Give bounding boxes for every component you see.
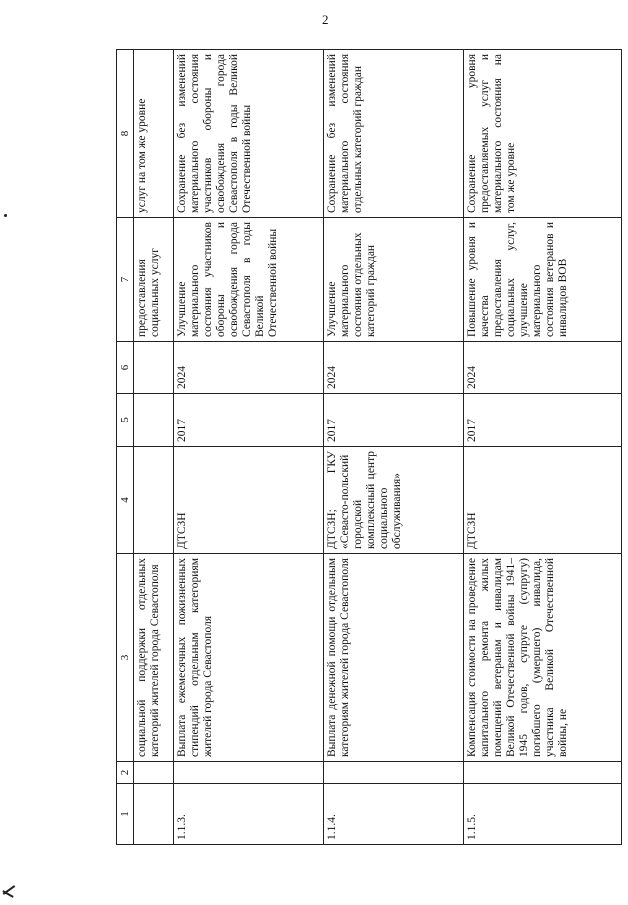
cell-end-year: 2024 [174,342,324,394]
cell-measure: Выплата ежемесячных пожизненных стипендий отдельным категориям жителей города Севастополя [174,554,324,762]
column-number: 6 [117,342,134,394]
cell-col2 [134,762,174,784]
table-row [174,50,324,845]
cell-measure: социальной поддержки отдельных категорий жителей города Севастополя [134,554,174,762]
table-row [134,50,174,845]
column-number: 8 [117,50,134,218]
cell-executor: ДТСЗН [174,447,324,554]
cell-executor: ДТСЗН; ГКУ «Севасто-польский городской комплексный центр социального обслуживания» [324,447,464,554]
cell-consequence: Сохранение без изменений материального состояния отдельных категорий граждан [324,50,464,218]
cell-result: предоставления социальных услуг [134,218,174,342]
cell-result: Повышение уровня и качества предоставления социальных услуг, улучшение материального состояния ветеранов и инвалидов ВОВ [464,218,622,342]
table-row [464,50,622,845]
cell-index: 1.1.5. [464,784,622,845]
column-number-row [117,50,134,845]
cell-result: Улучшение материального состояния участников обороны и освобождения города Севастополя в годы Великой Отечественной войны [174,218,324,342]
column-number: 5 [117,394,134,447]
cell-consequence: услуг на том же уровне [134,50,174,218]
column-number: 4 [117,447,134,554]
column-number: 1 [117,784,134,845]
column-number: 2 [117,762,134,784]
cell-index: 1.1.4. [324,784,464,845]
cell-end-year: 2024 [324,342,464,394]
page-number: 2 [322,12,329,27]
cell-measure: Выплата денежной помощи отдельным категориям жителей города Севастополя [324,554,464,762]
cell-col2 [464,762,622,784]
cell-result: Улучшение материального состояния отдельных категорий граждан [324,218,464,342]
cell-executor [134,447,174,554]
measures-table [116,49,622,845]
cell-start-year: 2017 [464,394,622,447]
cell-measure: Компенсация стоимости на проведение капитального ремонта жилых помещений ветеранам и инвалидам Великой Отечественной войны 1941–1945 годов, супруге (супругу) погибшего (умершего) инвалида, участника Великой Отечественной войны, не [464,554,622,762]
cell-start-year: 2017 [174,394,324,447]
column-number: 3 [117,554,134,762]
rotated-table-container [116,50,622,845]
cell-col2 [174,762,324,784]
cell-consequence: Сохранение без изменений материального состояния участников обороны и освобождения города Севастополя в годы Великой Отечественной войны [174,50,324,218]
cell-end-year [134,342,174,394]
cell-col2 [324,762,464,784]
cell-start-year [134,394,174,447]
cell-index [134,784,174,845]
cell-end-year: 2024 [464,342,622,394]
table-row [324,50,464,845]
cell-index: 1.1.3. [174,784,324,845]
cell-start-year: 2017 [324,394,464,447]
cell-consequence: Сохранение уровня предоставляемых услуг и материального состояния на том же уровне [464,50,622,218]
cell-executor: ДТСЗН [464,447,622,554]
column-number: 7 [117,218,134,342]
